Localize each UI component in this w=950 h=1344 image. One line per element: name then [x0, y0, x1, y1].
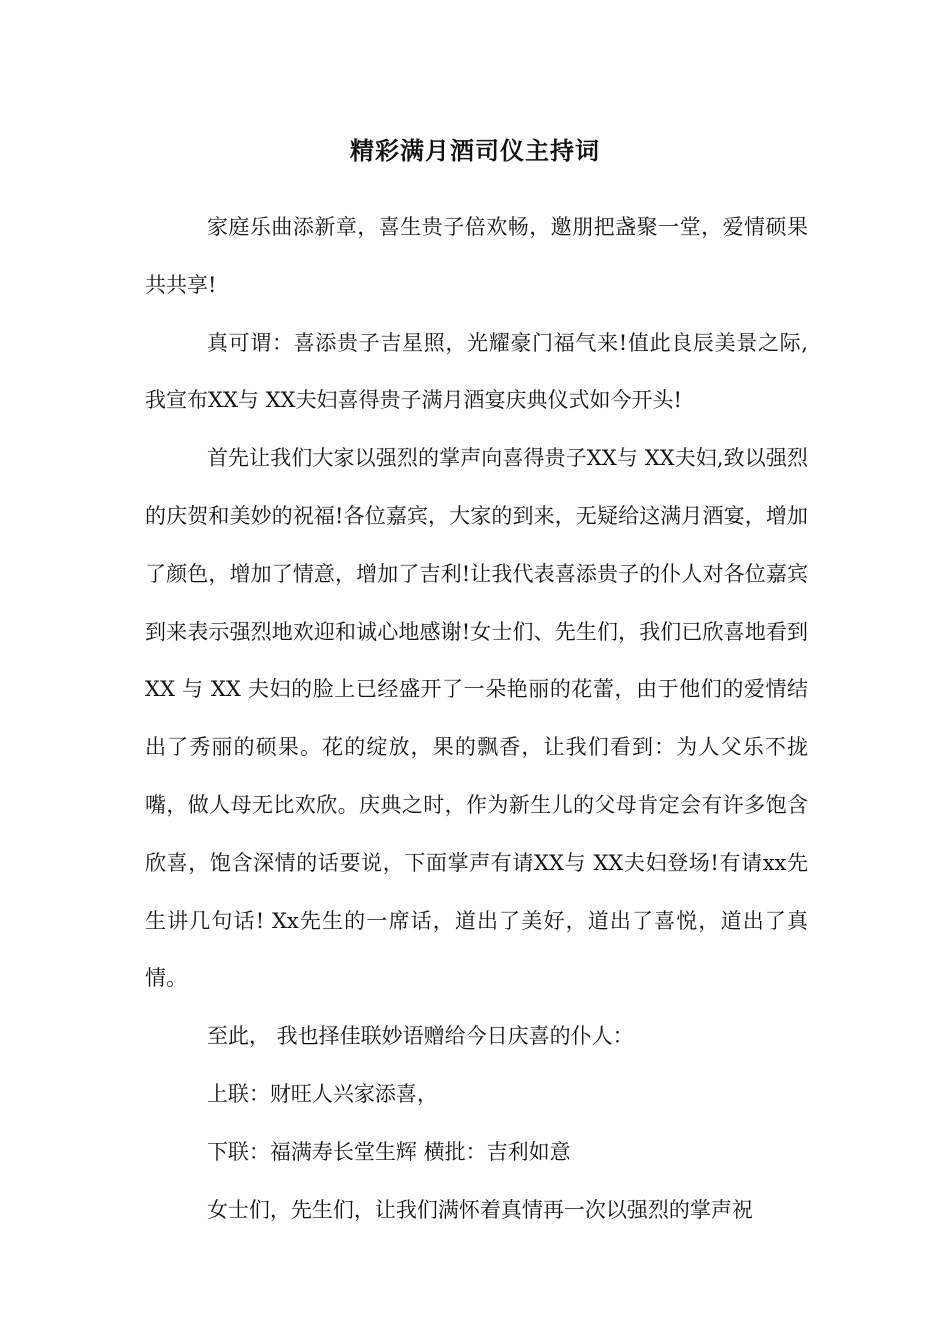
paragraph-lower-couplet: 下联：福满寿长堂生辉 横批：吉利如意	[206, 1139, 571, 1164]
document-body	[145, 199, 808, 1239]
paragraph-announcement: 真可谓：喜添贵子吉星照，光耀豪门福气来!值此良辰美景之际,我宣布XX与 XX夫妇喜得贵子满月酒宴庆典仪式如今开头!	[145, 330, 808, 413]
paragraph-upper-couplet: 上联：财旺人兴家添喜，	[206, 1081, 438, 1106]
document-title: 精彩满月酒司仪主持词	[350, 137, 600, 165]
paragraph-closing: 女士们，先生们，让我们满怀着真情再一次以强烈的掌声祝	[206, 1197, 753, 1222]
paragraph-opening: 家庭乐曲添新章，喜生贵子倍欢畅，邀朋把盏聚一堂，爱情硕果共共享!	[145, 215, 808, 297]
paragraph-main-speech: 首先让我们大家以强烈的掌声向喜得贵子XX与 XX夫妇,致以强烈的庆贺和美妙的祝福!各位嘉宾，大家的到来，无疑给这满月酒宴，增加了颜色，增加了情意，增加了吉利!让我代表喜添贵子的仆人对各位嘉宾到来表示强烈地欢迎和诚心地感谢!女士们、先生们，我们已欣喜地看到XX 与 XX 夫妇的脸上已经盛开了一朵艳丽的花蕾，由于他们的爱情结出了秀丽的硕果。花的绽放，果的飘香，让我们看到：为人父乐不拢嘴，做人母无比欢欣。庆典之时，作为新生儿的父母肯定会有许多饱含欣喜，饱含深情的话要说，下面掌声有请XX与 XX夫妇登场!有请xx先生讲几句话! Xx先生的一席话，道出了美好，道出了喜悦，道出了真情。	[145, 446, 808, 991]
paragraph-couplet-intro: 至此， 我也择佳联妙语赠给今日庆喜的仆人：	[206, 1024, 634, 1049]
